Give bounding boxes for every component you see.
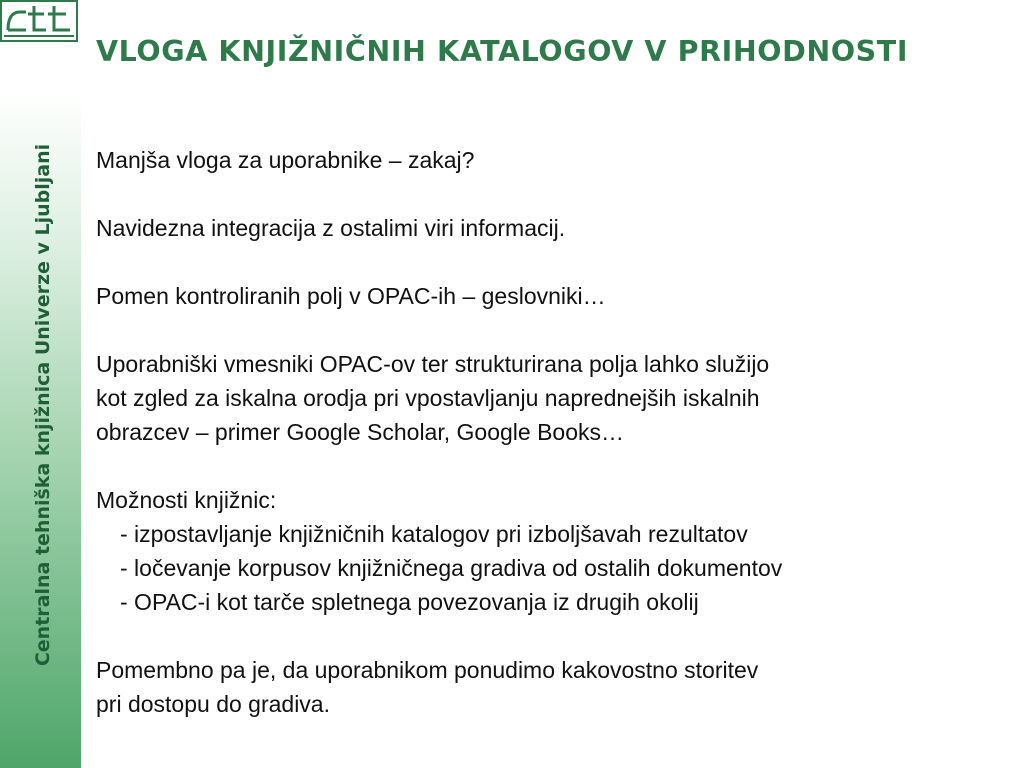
list-item: - ločevanje korpusov knjižničnega gradiva od ostalih dokumentov xyxy=(120,555,783,581)
slide-title: VLOGA KNJIŽNIČNIH KATALOGOV V PRIHODNOSTI xyxy=(96,35,909,68)
text-line: Navidezna integracija z ostalimi viri informacij. xyxy=(96,215,566,241)
paragraph-conclusion xyxy=(96,653,996,721)
text-line: Manjša vloga za uporabnike – zakaj? xyxy=(96,147,475,173)
slide-body xyxy=(96,143,996,755)
list-heading: Možnosti knjižnic: xyxy=(96,487,277,513)
sidebar xyxy=(0,0,81,768)
list-item: - izpostavljanje knjižničnih katalogov pri izboljšavah rezultatov xyxy=(120,521,748,547)
list-item: - OPAC-i kot tarče spletnega povezovanja iz drugih okolij xyxy=(120,589,699,615)
text-line: Pomembno pa je, da uporabnikom ponudimo kakovostno storitev xyxy=(96,657,759,683)
paragraph-integration xyxy=(96,211,996,245)
text-line: obrazcev – primer Google Scholar, Google Books… xyxy=(96,419,624,445)
institution-name-vertical: Centralna tehniška knjižnica Univerze v Ljubljani xyxy=(32,143,54,667)
text-line: Pomen kontroliranih polj v OPAC-ih – geslovniki… xyxy=(96,283,606,309)
paragraph-library-options xyxy=(96,483,996,619)
paragraph-opac-interfaces xyxy=(96,347,996,449)
text-line: Uporabniški vmesniki OPAC-ov ter strukturirana polja lahko služijo xyxy=(96,351,770,377)
paragraph-controlled-fields xyxy=(96,279,996,313)
paragraph-question xyxy=(96,143,996,177)
text-line: kot zgled za iskalna orodja pri vpostavljanju naprednejših iskalnih xyxy=(96,385,760,411)
ctk-logo-icon xyxy=(0,0,81,44)
text-line: pri dostopu do gradiva. xyxy=(96,691,330,717)
